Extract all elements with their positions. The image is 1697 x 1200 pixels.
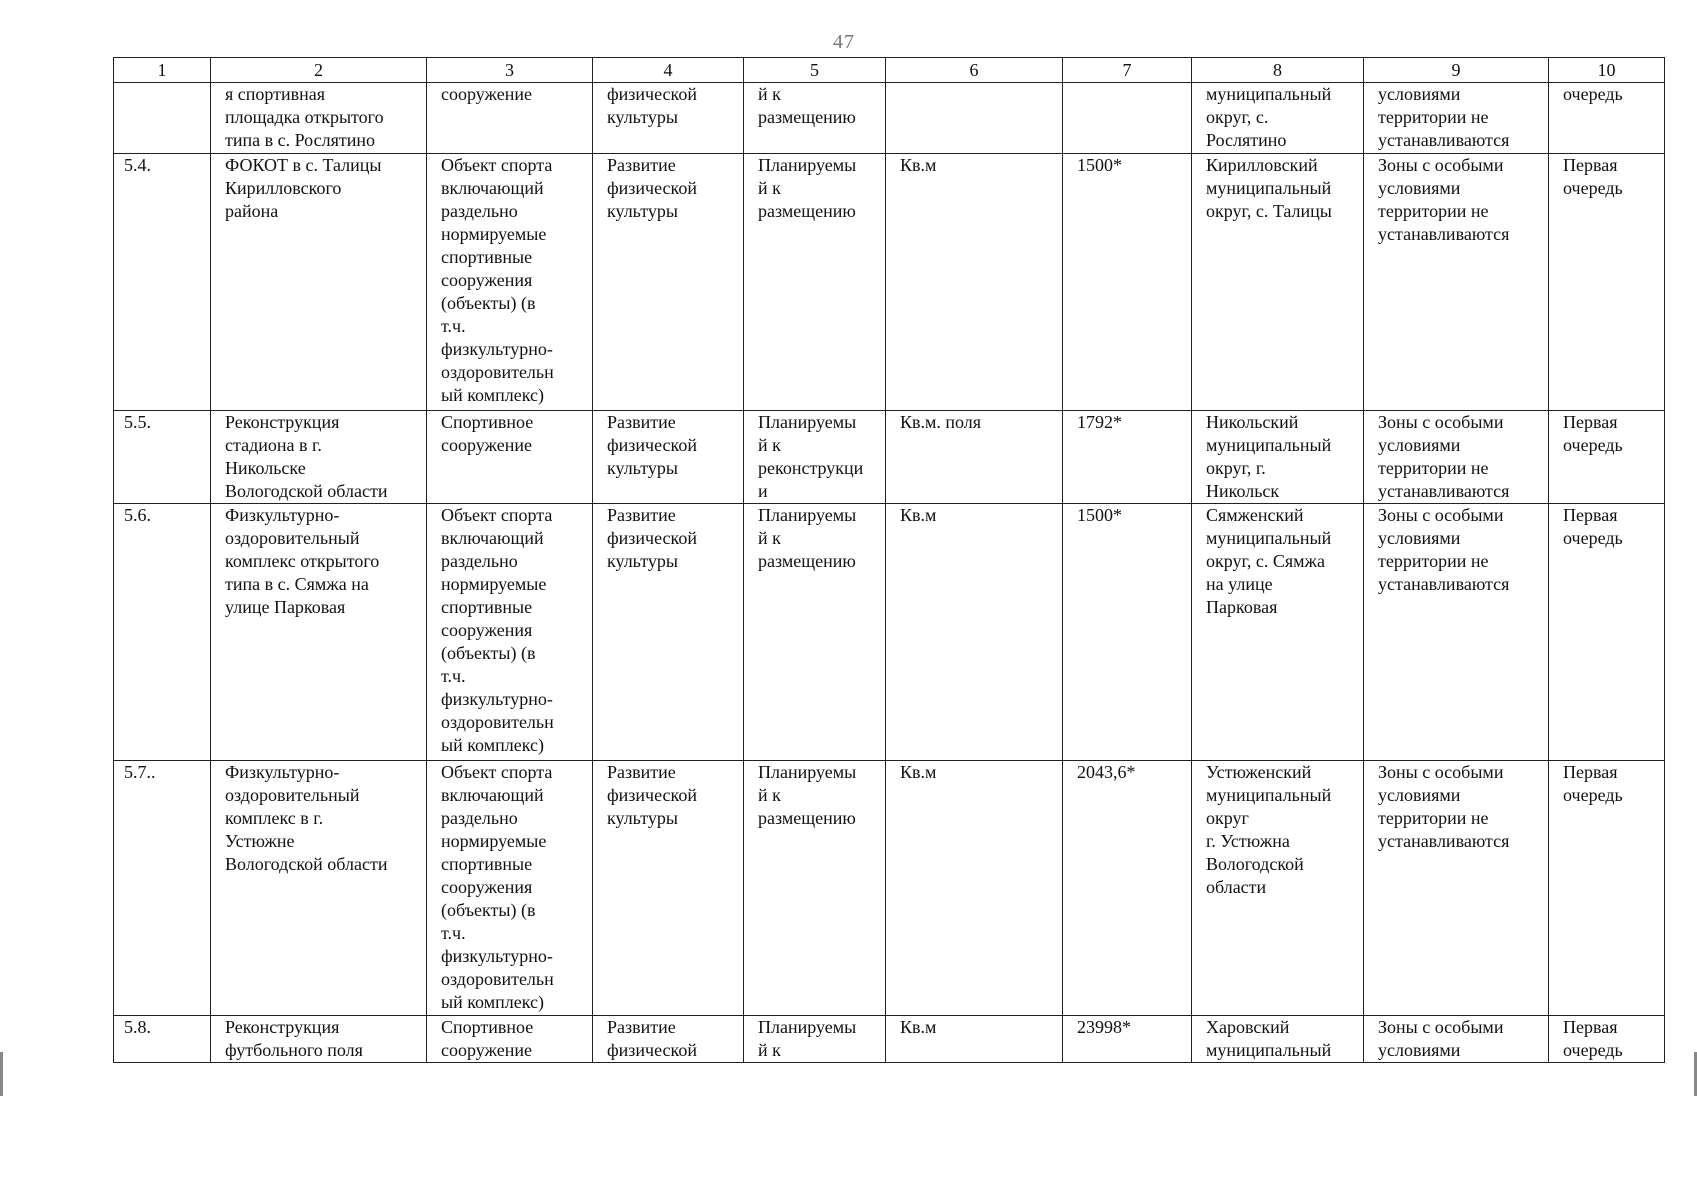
table-row bbox=[114, 83, 1665, 154]
column-header: 10 bbox=[1549, 58, 1665, 83]
column-header: 6 bbox=[886, 58, 1063, 83]
object-status: Планируемы й к реконструкци и bbox=[744, 411, 886, 504]
object-purpose: Развитие физической культуры bbox=[593, 761, 744, 1016]
object-status: Планируемы й к размещению bbox=[744, 154, 886, 411]
object-value: 23998* bbox=[1063, 1016, 1192, 1063]
object-name: Реконструкция стадиона в г. Никольске Вологодской области bbox=[211, 411, 427, 504]
column-header: 4 bbox=[593, 58, 744, 83]
table-row bbox=[114, 411, 1665, 504]
object-location: Сямженский муниципальный округ, с. Сямжа на улице Парковая bbox=[1192, 504, 1364, 761]
object-unit: Кв.м bbox=[886, 761, 1063, 1016]
object-purpose: Развитие физической bbox=[593, 1016, 744, 1063]
object-value bbox=[1063, 83, 1192, 154]
column-header: 1 bbox=[114, 58, 211, 83]
object-unit: Кв.м bbox=[886, 504, 1063, 761]
object-purpose: Развитие физической культуры bbox=[593, 504, 744, 761]
object-zones: Зоны с особыми условиями территории не устанавливаются bbox=[1364, 154, 1549, 411]
page-number: 47 bbox=[833, 31, 855, 53]
object-purpose: Развитие физической культуры bbox=[593, 411, 744, 504]
table-row bbox=[114, 504, 1665, 761]
table-row bbox=[114, 154, 1665, 411]
object-name: ФОКОТ в с. Талицы Кирилловского района bbox=[211, 154, 427, 411]
object-location: муниципальный округ, с. Рослятино bbox=[1192, 83, 1364, 154]
object-stage: очередь bbox=[1549, 83, 1665, 154]
object-unit: Кв.м bbox=[886, 1016, 1063, 1063]
object-stage: Первая очередь bbox=[1549, 761, 1665, 1016]
object-value: 1500* bbox=[1063, 154, 1192, 411]
object-zones: Зоны с особыми условиями территории не устанавливаются bbox=[1364, 504, 1549, 761]
object-zones: Зоны с особыми условиями территории не устанавливаются bbox=[1364, 411, 1549, 504]
row-number: 5.6. bbox=[114, 504, 211, 761]
object-unit: Кв.м. поля bbox=[886, 411, 1063, 504]
column-header: 8 bbox=[1192, 58, 1364, 83]
object-name: Физкультурно- оздоровительный комплекс открытого типа в с. Сямжа на улице Парковая bbox=[211, 504, 427, 761]
object-value: 1500* bbox=[1063, 504, 1192, 761]
row-number bbox=[114, 83, 211, 154]
object-unit: Кв.м bbox=[886, 154, 1063, 411]
row-number: 5.4. bbox=[114, 154, 211, 411]
object-zones: Зоны с особыми условиями территории не устанавливаются bbox=[1364, 761, 1549, 1016]
object-unit bbox=[886, 83, 1063, 154]
object-status: Планируемы й к размещению bbox=[744, 761, 886, 1016]
object-location: Никольский муниципальный округ, г. Никольск bbox=[1192, 411, 1364, 504]
table-header-row bbox=[114, 58, 1665, 83]
object-type: Объект спорта включающий раздельно нормируемые спортивные сооружения (объекты) (в т.ч. физкультурно- оздоровительн ый комплекс) bbox=[427, 154, 593, 411]
object-purpose: физической культуры bbox=[593, 83, 744, 154]
column-header: 9 bbox=[1364, 58, 1549, 83]
object-location: Харовский муниципальный bbox=[1192, 1016, 1364, 1063]
column-header: 2 bbox=[211, 58, 427, 83]
object-type: Объект спорта включающий раздельно нормируемые спортивные сооружения (объекты) (в т.ч. физкультурно- оздоровительн ый комплекс) bbox=[427, 504, 593, 761]
object-type: Спортивное сооружение bbox=[427, 1016, 593, 1063]
objects-table bbox=[113, 57, 1665, 1063]
object-name: я спортивная площадка открытого типа в с. Рослятино bbox=[211, 83, 427, 154]
object-type: сооружение bbox=[427, 83, 593, 154]
object-location: Кирилловский муниципальный округ, с. Талицы bbox=[1192, 154, 1364, 411]
object-status: Планируемы й к размещению bbox=[744, 504, 886, 761]
object-zones: Зоны с особыми условиями bbox=[1364, 1016, 1549, 1063]
object-status: й к размещению bbox=[744, 83, 886, 154]
row-number: 5.8. bbox=[114, 1016, 211, 1063]
row-number: 5.5. bbox=[114, 411, 211, 504]
object-value: 2043,6* bbox=[1063, 761, 1192, 1016]
object-type: Объект спорта включающий раздельно нормируемые спортивные сооружения (объекты) (в т.ч. физкультурно- оздоровительн ый комплекс) bbox=[427, 761, 593, 1016]
object-zones: условиями территории не устанавливаются bbox=[1364, 83, 1549, 154]
table-row bbox=[114, 761, 1665, 1016]
column-header: 7 bbox=[1063, 58, 1192, 83]
object-value: 1792* bbox=[1063, 411, 1192, 504]
table-row bbox=[114, 1016, 1665, 1063]
object-name: Реконструкция футбольного поля bbox=[211, 1016, 427, 1063]
object-purpose: Развитие физической культуры bbox=[593, 154, 744, 411]
row-number: 5.7.. bbox=[114, 761, 211, 1016]
object-stage: Первая очередь bbox=[1549, 154, 1665, 411]
column-header: 5 bbox=[744, 58, 886, 83]
object-name: Физкультурно- оздоровительный комплекс в г. Устюжне Вологодской области bbox=[211, 761, 427, 1016]
column-header: 3 bbox=[427, 58, 593, 83]
object-location: Устюженский муниципальный округ г. Устюжна Вологодской области bbox=[1192, 761, 1364, 1016]
scan-edge-mark-left bbox=[0, 1052, 3, 1096]
object-status: Планируемы й к bbox=[744, 1016, 886, 1063]
object-stage: Первая очередь bbox=[1549, 1016, 1665, 1063]
object-stage: Первая очередь bbox=[1549, 504, 1665, 761]
object-stage: Первая очередь bbox=[1549, 411, 1665, 504]
object-type: Спортивное сооружение bbox=[427, 411, 593, 504]
